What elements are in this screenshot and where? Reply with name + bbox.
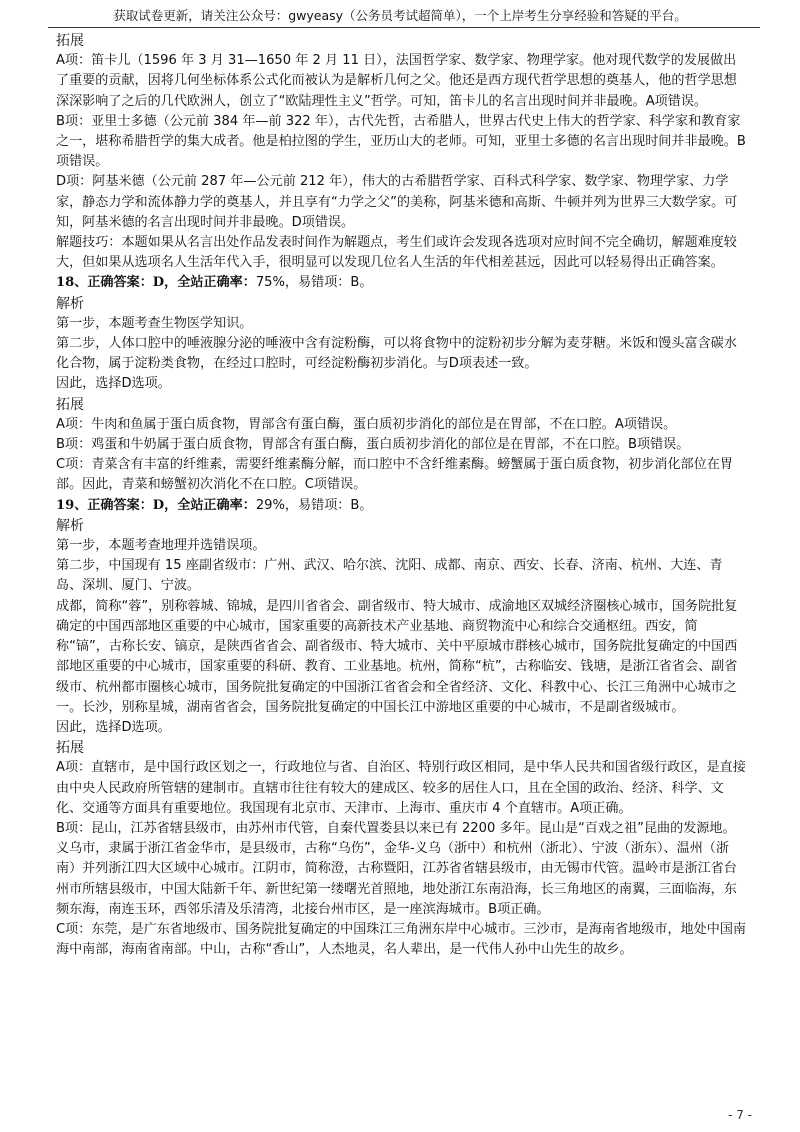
paragraph: B项：鸡蛋和牛奶属于蛋白质食物，胃部含有蛋白酶，蛋白质初步消化的部位是在胃部，不在口腔。B项错误。 (56, 437, 690, 453)
paragraph: 第一步，本题考查地理并选错误项。 (56, 538, 266, 554)
paragraph: 第二步，人体口腔中的唾液腺分泌的唾液中含有淀粉酶，可以将食物中的淀粉初步分解为麦芽糖。米饭和馒头富含碳水化合物，属于淀粉类食物，在经过口腔时，可经淀粉酶初步消化。与D项表述一致。 (56, 336, 737, 372)
page-number: - 7 - (728, 1108, 752, 1122)
paragraph: 因此，选择D选项。 (56, 719, 171, 735)
rate-label: ，全站正确率： (164, 275, 256, 291)
page-header: 获取试卷更新，请关注公众号：gwyeasy（公务员考试超简单），一个上岸考生分享经验和答疑的平台。 (113, 8, 687, 23)
paragraph: 成都，简称“蓉”，别称蓉城、锦城，是四川省省会、副省级市、特大城市、成渝地区双城经济圈核心城市，国务院批复确定的中国西部地区重要的中心城市，国家重要的高新技术产业基地、商贸物流中心和综合交通枢纽。西安，简称“镐”，古称长安、镐京，是陕西省省会、副省级市、特大城市、关中平原城市群核心城市，国务院批复确定的中国西部地区重要的中心城市，国家重要的科研、教育、工业基地。杭州，简称“杭”，古称临安、钱塘，是浙江省省会、副省级市、杭州都市圈核心城市，国务院批复确定的中国浙江省省会和全省经济、文化、科教中心、长江三角洲中心城市之一。长沙，别称星城，湖南省省会，国务院批复确定的中国长江中游地区重要的中心城市，不是副省级城市。 (56, 598, 738, 715)
answer-heading (56, 273, 746, 293)
paragraph: A项：笛卡儿（1596 年 3 月 31—1650 年 2 月 11 日），法国哲学家、数学家、物理学家。他对现代数学的发展做出了重要的贡献，因将几何坐标体系公式化而被认为是解析几何之父。他还是西方现代哲学思想的奠基人，他的哲学思想深深影响了之后的几代欧洲人，创立了“欧陆理性主义”哲学。可知，笛卡儿的名言出现时间并非最晚。A项错误。 (56, 53, 737, 109)
question-number: 19、正确答案： (56, 497, 153, 513)
rate-and-distractor: 29%，易错项：B。 (255, 497, 373, 513)
paragraph: C项：东莞，是广东省地级市、国务院批复确定的中国珠江三角洲东岸中心城市。三沙市，是海南省地级市，地处中国南海中南部，海南省南部。中山，古称“香山”，人杰地灵，名人辈出，是一代伟人孙中山先生的故乡。 (56, 921, 747, 958)
paragraph: 解题技巧：本题如果从名言出处作品发表时间作为解题点，考生们或许会发现各选项对应时间不完全确切，解题难度较大，但如果从选项名人生活年代入手，很明显可以发现几位名人生活的年代相差甚远，因此可以轻易得出正确答案。 (56, 235, 737, 271)
section-label: 拓展 (56, 740, 84, 757)
answer-heading (56, 496, 746, 516)
rate-and-distractor: 75%，易错项：B。 (255, 275, 373, 291)
paragraph: B项：亚里士多德（公元前 384 年—前 322 年），古代先哲，古希腊人，世界古代史上伟大的哲学家、科学家和教育家之一，堪称希腊哲学的集大成者。他是柏拉图的学生，亚历山大的老师。可知，亚里士多德的名言出现时间并非最晚。B项错误。 (56, 113, 746, 170)
correct-answer: D (152, 497, 165, 513)
section-label: 解析 (56, 295, 84, 312)
paragraph: 因此，选择D选项。 (56, 376, 171, 392)
paragraph: 第二步，中国现有 15 座副省级市：广州、武汉、哈尔滨、沈阳、成都、南京、西安、长春、济南、杭州、大连、青岛、深圳、厦门、宁波。 (56, 558, 723, 594)
section-label: 拓展 (56, 33, 84, 49)
section-label: 拓展 (56, 396, 84, 413)
paragraph: D项：阿基米德（公元前 287 年—公元前 212 年），伟大的古希腊哲学家、百科式科学家、数学家、物理学家、力学家，静态力学和流体静力学的奠基人，并且享有“力学之父”的美称，阿基米德和高斯、牛顿并列为世界三大数学家。可知，阿基米德的名言出现时间并非最晚。D项错误。 (56, 174, 738, 230)
header-divider (48, 27, 760, 28)
paragraph: B项：昆山，江苏省辖县级市，由苏州市代管，自秦代置娄县以来已有 2200 多年。昆山是“百戏之祖”昆曲的发源地。义乌市，隶属于浙江省金华市，是县级市，古称“乌伤”，金华-义乌（浙中）和杭州（浙北）、宁波（浙东）、温州（浙南）并列浙江四大区域中心城市。江阴市，简称澄，古称暨阳，江苏省省辖县级市，由无锡市代管。温岭市是浙江省台州市所辖县级市，中国大陆新千年、新世纪第一缕曙光首照地，地处浙江东南沿海，长三角地区的南翼，三面临海，东频东海，南连玉环，西邻乐清及乐清湾，北接台州市区，是一座滨海城市。B项正确。 (56, 820, 737, 917)
question-number: 18、正确答案： (56, 275, 153, 291)
rate-label: ，全站正确率： (164, 497, 256, 513)
correct-answer: D (152, 275, 165, 291)
paragraph: 第一步，本题考查生物医学知识。 (56, 315, 253, 331)
paragraph: A项：直辖市，是中国行政区划之一，行政地位与省、自治区、特别行政区相同，是中华人民共和国省级行政区，是直接由中央人民政府所管辖的建制市。直辖市往往有较大的建成区、较多的居住人口，且在全国的政治、经济、科学、文化、交通等方面具有重要地位。我国现有北京市、天津市、上海市、重庆市 4 个直辖市。A项正确。 (56, 760, 746, 816)
section-label: 解析 (56, 517, 84, 534)
paragraph: C项：青菜含有丰富的纤维素，需要纤维素酶分解，而口腔中不含纤维素酶。螃蟹属于蛋白质食物，初步消化部位在胃部。因此，青菜和螃蟹初次消化不在口腔。C项错误。 (56, 457, 733, 493)
paragraph: A项：牛肉和鱼属于蛋白质食物，胃部含有蛋白酶，蛋白质初步消化的部位是在胃部，不在口腔。A项错误。 (56, 416, 677, 432)
document-body (56, 31, 746, 960)
